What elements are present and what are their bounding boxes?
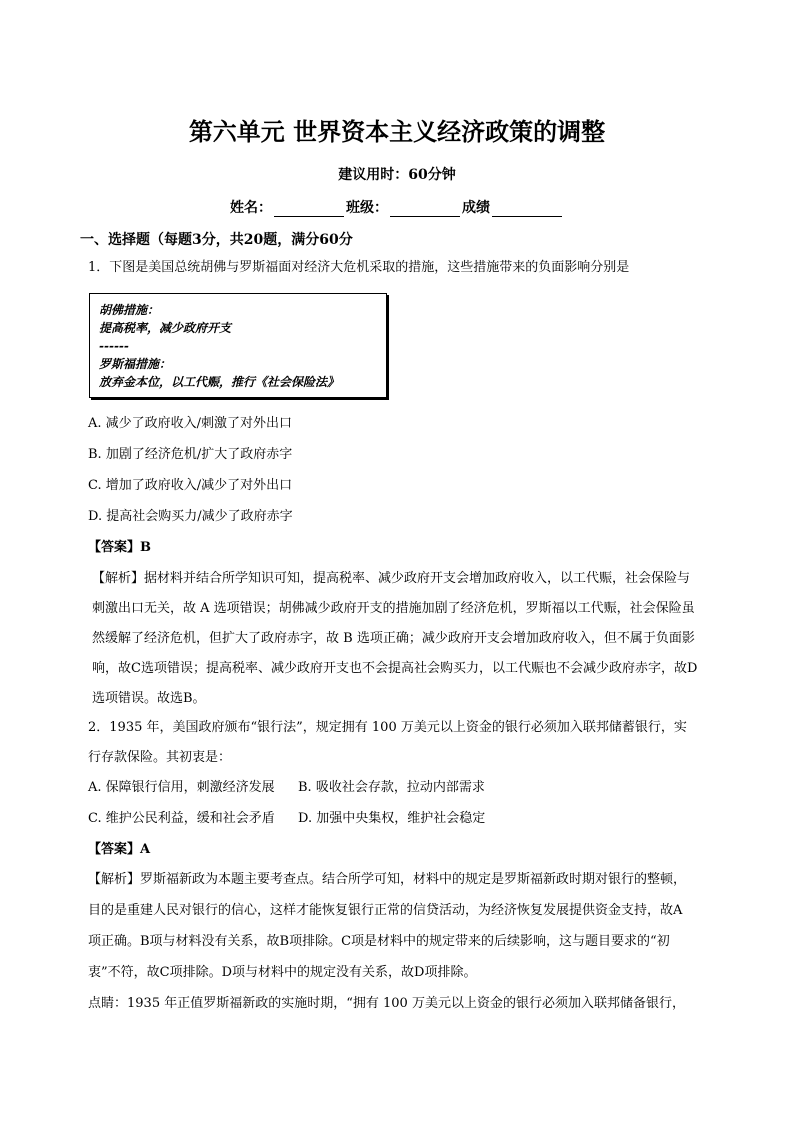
q2-options-row-1 [88,779,485,797]
q1-box-line: ------ [99,339,129,353]
q2-option-a: A. 保障银行信用，刺激经济发展 [88,780,275,795]
name-label: 姓名： [230,200,272,216]
q2-analysis-line: 【解析】罗斯福新政为本题主要考查点。结合所学可知，材料中的规定是罗斯福新政时期对银行的整顿， [88,872,687,887]
suggested-time: 建议用时：60分钟 [338,167,456,183]
q1-box-line: 放弃金本位，以工代赈，推行《社会保险法》 [99,375,340,389]
student-info-line [0,197,794,217]
q1-analysis-line: 【解析】据材料并结合所学知识可知，提高税率、减少政府开支会增加政府收入，以工代赈，社会保险与 [92,571,691,586]
q1-answer: 【答案】B [88,540,151,555]
q1-analysis-line: 选项错误。故选B。 [92,691,206,706]
q1-analysis-line: 然缓解了经济危机，但扩大了政府赤字，故 B 选项正确；减少政府开支会增加政府收入，但不属于负面影 [92,631,695,646]
page-title: 第六单元 世界资本主义经济政策的调整 [188,118,606,146]
q1-option-b: B. 加剧了经济危机/扩大了政府赤字 [88,447,293,462]
q2-note: 点睛：1935 年正值罗斯福新政的实施时期，“拥有 100 万美元以上资金的银行必须加入联邦储备银行， [88,996,685,1011]
q1-material-box [89,293,387,398]
q1-analysis-line: 刺激出口无关，故 A 选项错误；胡佛减少政府开支的措施加剧了经济危机，罗斯福以工代赈，社会保险虽 [92,601,695,616]
q2-answer: 【答案】A [88,842,151,857]
score-label: 成绩 [462,200,490,216]
q1-box-line: 胡佛措施： [99,303,160,317]
q1-analysis-line: 响，故C选项错误；提高税率、减少政府开支也不会提高社会购买力，以工代赈也不会减少政府赤字，故D [92,661,698,676]
q2-option-d: D. 加强中央集权，维护社会稳定 [298,811,486,826]
q2-option-b: B. 吸收社会存款，拉动内部需求 [298,780,485,795]
q1-option-a: A. 减少了政府收入/刺激了对外出口 [88,416,293,431]
class-blank[interactable] [390,202,460,217]
q2-stem-line: 2．1935 年，美国政府颁布“银行法”，规定拥有 100 万美元以上资金的银行必须加入联邦储蓄银行，实 [88,720,687,735]
q2-options-row-2 [88,810,485,828]
q2-analysis-line: 衷”不符，故C项排除。D项与材料中的规定没有关系，故D项排除。 [88,965,477,980]
name-blank[interactable] [274,202,344,217]
q2-stem-line: 行存款保险。其初衷是： [88,750,232,765]
section-heading: 一、选择题（每题3分，共20题，满分60分 [80,232,353,248]
q2-analysis-line: 目的是重建人民对银行的信心，这样才能恢复银行正常的信贷活动，为经济恢复发展提供资金支持，故A [88,903,683,918]
score-blank[interactable] [492,202,562,217]
q1-option-c: C. 增加了政府收入/减少了对外出口 [88,478,293,493]
q1-option-d: D. 提高社会购买力/减少了政府赤字 [88,509,293,524]
class-label: 班级： [346,200,388,216]
q2-option-c: C. 维护公民利益，缓和社会矛盾 [88,811,275,826]
q2-analysis-line: 项正确。B项与材料没有关系，故B项排除。C项是材料中的规定带来的后续影响，这与题目要求的“初 [88,934,670,949]
q1-box-line: 罗斯福措施： [99,357,172,371]
q1-box-line: 提高税率，减少政府开支 [99,321,232,335]
q1-stem: 1．下图是美国总统胡佛与罗斯福面对经济大危机采取的措施，这些措施带来的负面影响分别是 [88,260,630,275]
